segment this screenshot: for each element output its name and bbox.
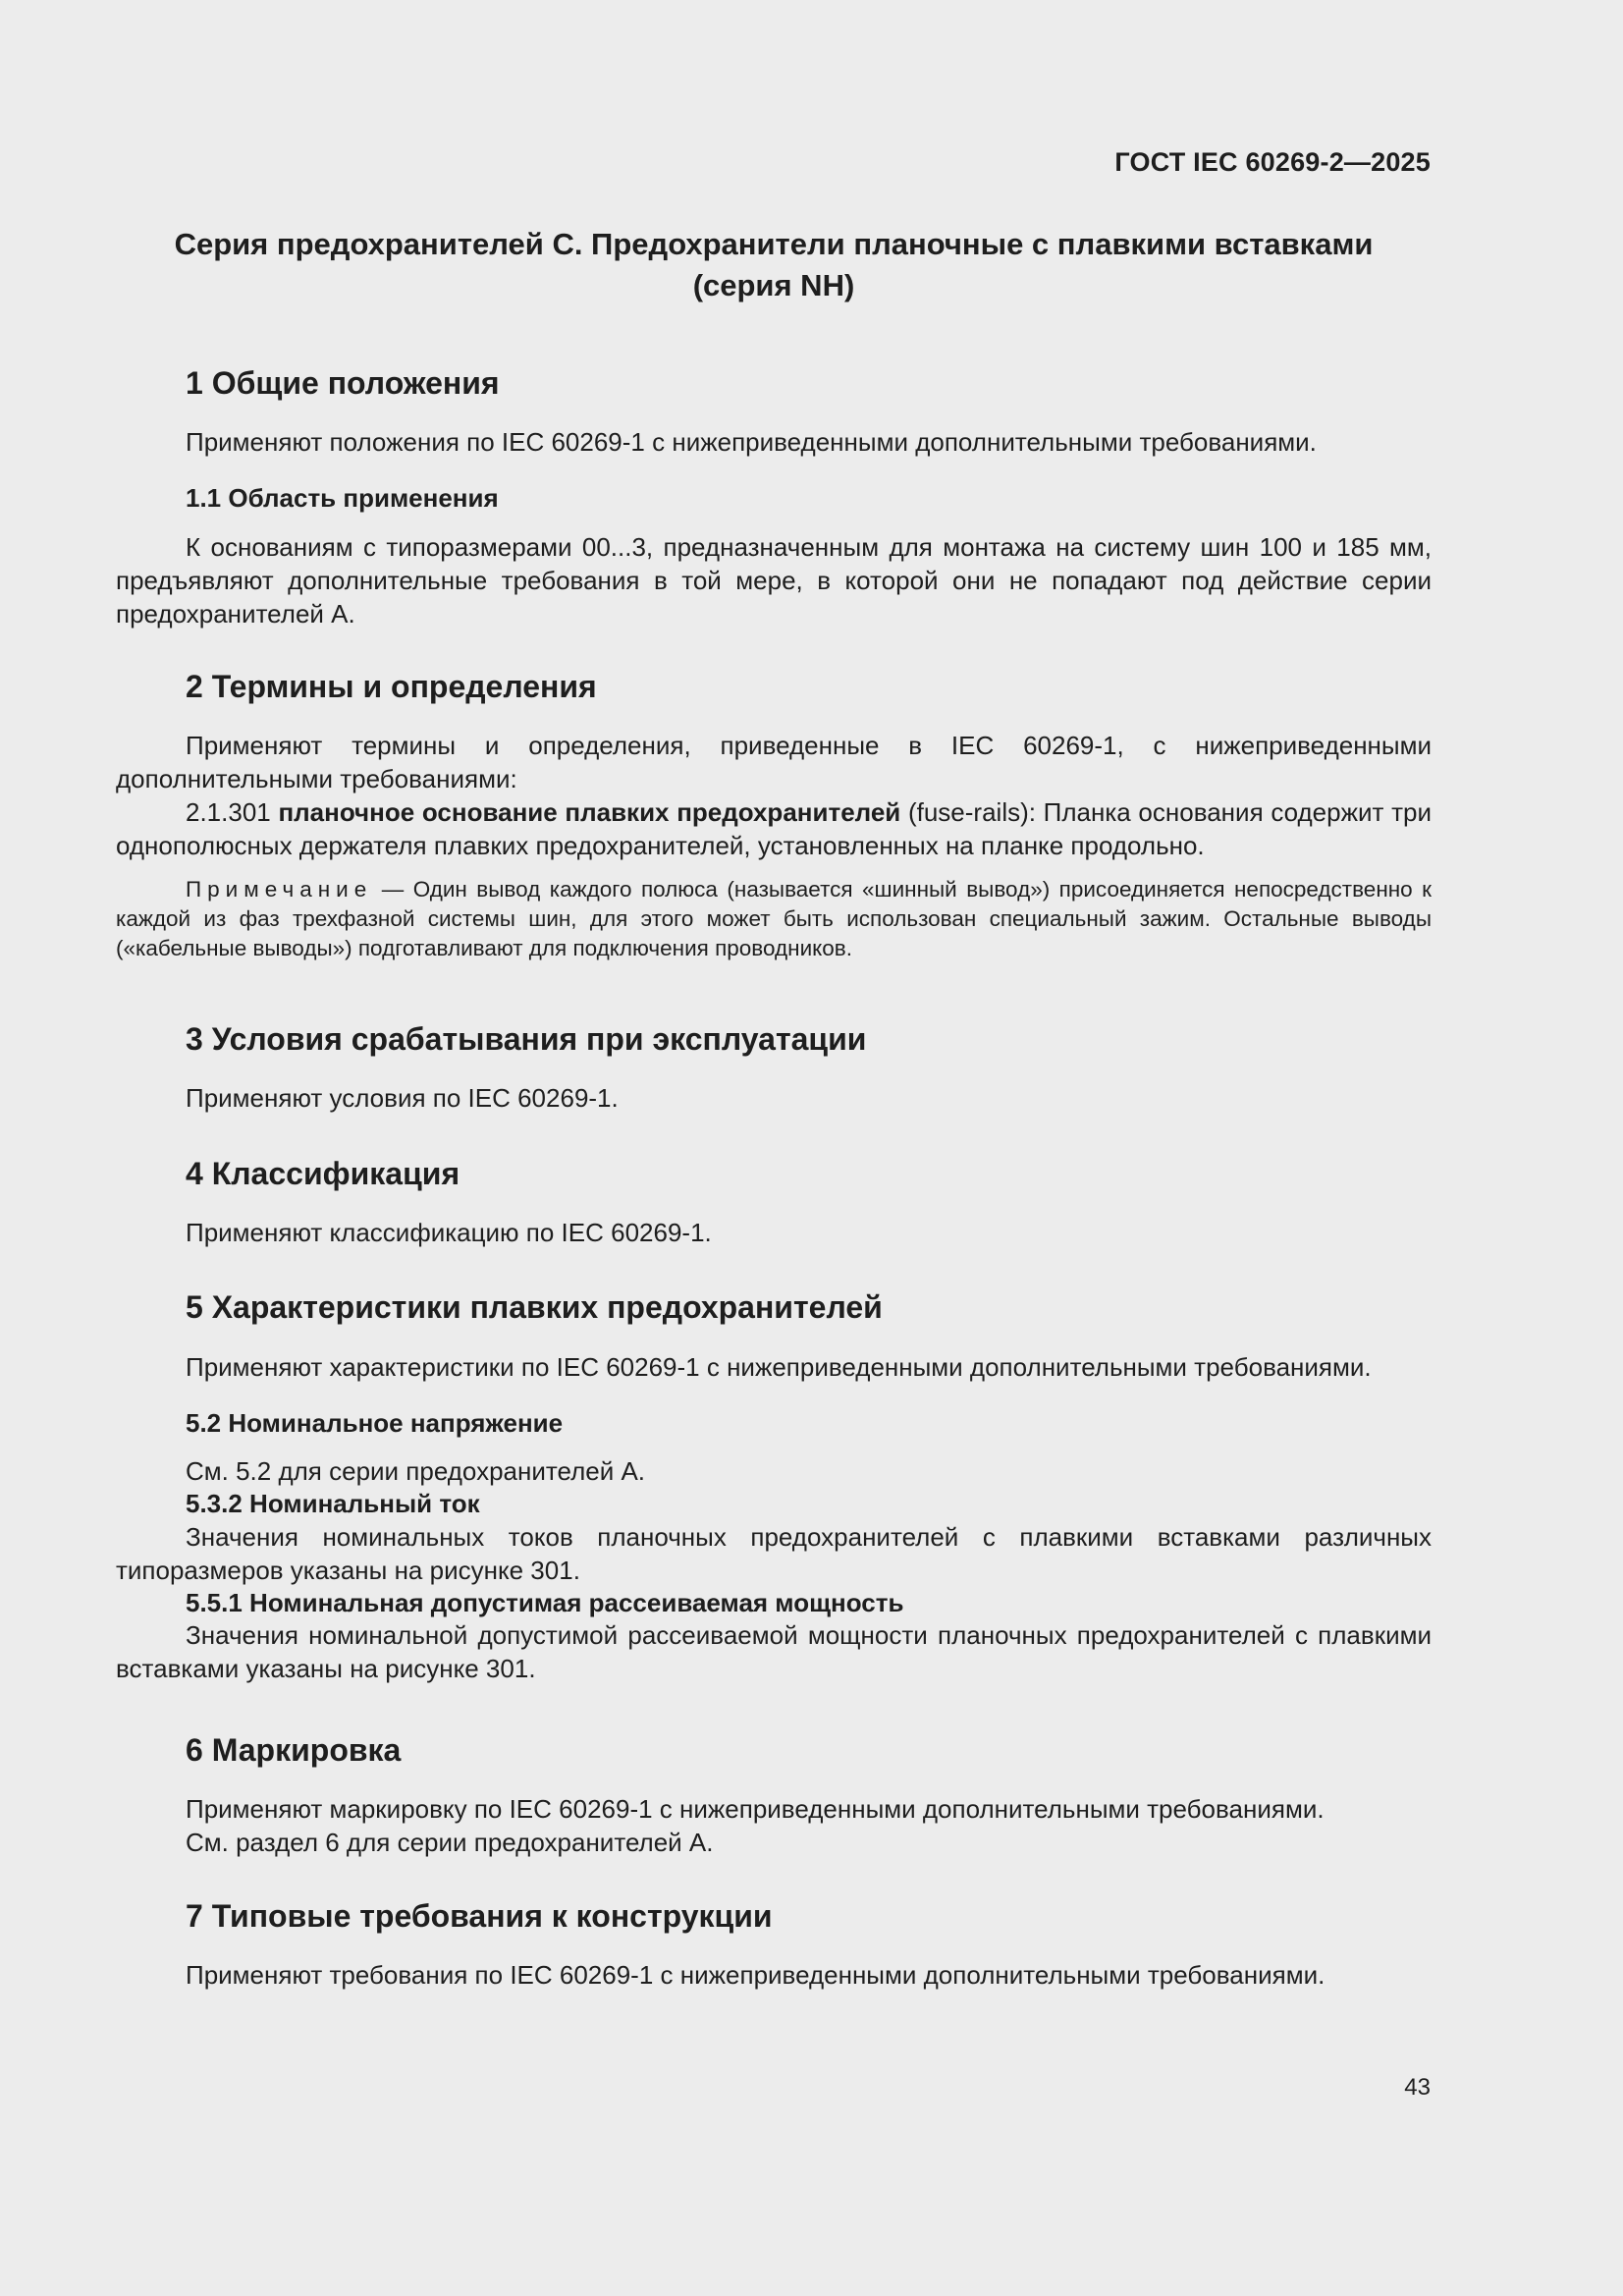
section-5-3-2-heading: 5.3.2 Номинальный ток [186,1489,480,1518]
term-definition-text: (fuse-rails): Планка основания содержит три однополюсных держателя плавких предохранителей, установленных на планке продольно. [116,797,1432,860]
section-7-text: Применяют требования по IEC 60269-1 с нижеприведенными дополнительными требованиями. [186,1960,1325,1990]
section-5-2-text: См. 5.2 для серии предохранителей А. [186,1456,646,1486]
section-6-heading: 6 Маркировка [186,1732,402,1768]
section-3-heading: 3 Условия срабатывания при эксплуатации [186,1021,867,1057]
section-5-text: Применяют характеристики по IEC 60269-1 с нижеприведенными дополнительными требованиями. [186,1352,1372,1382]
page-number: 43 [1404,2074,1431,2101]
section-7-heading: 7 Типовые требования к конструкции [186,1898,773,1934]
section-3-text: Применяют условия по IEC 60269-1. [186,1083,619,1113]
note-label: Примечание [186,877,373,902]
term-definition [116,795,1432,862]
section-4-text: Применяют классификацию по IEC 60269-1. [186,1218,712,1247]
section-4-heading: 4 Классификация [186,1156,460,1191]
section-1-heading: 1 Общие положения [186,365,500,401]
section-2-text: Применяют термины и определения, приведенные в IEC 60269-1, с нижеприведенными дополнительными требованиями: [116,731,1432,793]
section-2-heading: 2 Термины и определения [186,669,597,704]
section-5-2-heading: 5.2 Номинальное напряжение [186,1408,564,1438]
document-title-line-1: Серия предохранителей С. Предохранители планочные с плавкими вставками [174,227,1374,261]
document-code: ГОСТ IEC 60269-2—2025 [1114,147,1431,177]
document-title-line-2: (серия NH) [692,268,855,302]
note-text: — Один вывод каждого полюса (называется «шинный вывод») присоединяется непосредственно к каждой из фаз трехфазной системы шин, для этого может быть использован специальный зажим. Остальные выводы («кабельные выводы») подготавливают для подключения проводников. [116,877,1432,960]
section-5-5-1-heading: 5.5.1 Номинальная допустимая рассеиваемая мощность [186,1588,904,1617]
note [116,875,1432,963]
document-title [116,224,1432,306]
term-number: 2.1.301 [186,797,271,827]
section-6-text-1: Применяют маркировку по IEC 60269-1 с нижеприведенными дополнительными требованиями. [186,1794,1325,1824]
section-5-5-1-text: Значения номинальной допустимой рассеиваемой мощности планочных предохранителей с плавкими вставками указаны на рисунке 301. [116,1620,1432,1683]
term-name: планочное основание плавких предохранителей [278,797,901,827]
section-1-1-text: К основаниям с типоразмерами 00...3, предназначенным для монтажа на систему шин 100 и 185 мм, предъявляют дополнительные требования в той мере, в которой они не попадают под действие серии предохранителей А. [116,532,1432,629]
section-1-1-heading: 1.1 Область применения [186,483,499,513]
section-1-text: Применяют положения по IEC 60269-1 с нижеприведенными дополнительными требованиями. [186,427,1317,457]
section-6-text-2: См. раздел 6 для серии предохранителей А. [186,1828,714,1857]
section-5-3-2-text: Значения номинальных токов планочных предохранителей с плавкими вставками различных типоразмеров указаны на рисунке 301. [116,1522,1432,1585]
section-5-heading: 5 Характеристики плавких предохранителей [186,1289,883,1325]
